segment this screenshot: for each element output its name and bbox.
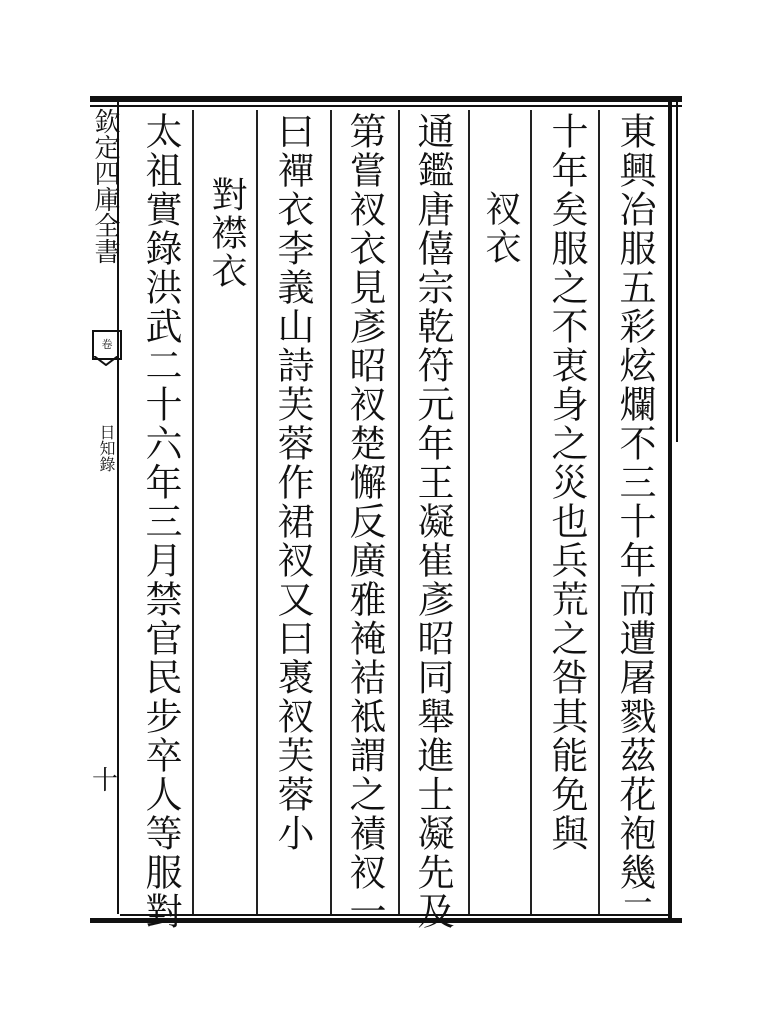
text-column-2: 十年矣服之不衷身之災也兵荒之咎其能免與 (545, 112, 588, 853)
page-number: 十 (91, 766, 118, 796)
text-column-8: 太祖實錄洪武二十六年三月禁官民步卒人等服對 (139, 112, 182, 931)
top-border-thin (90, 105, 682, 107)
column-divider (398, 110, 400, 914)
text-column-1: 東興冶服五彩炫爛不三十年而遭屠戮茲花袍幾二 (613, 112, 656, 931)
work-title: 日知錄 (97, 424, 116, 472)
right-border (668, 102, 672, 922)
text-column-6: 曰襌衣李義山詩芙蓉作裙衩又曰褭衩芙蓉小 (271, 112, 314, 853)
bottom-border-thin (120, 914, 670, 916)
column-divider (256, 110, 258, 914)
column-divider (530, 110, 532, 914)
top-border-thick (90, 96, 682, 102)
text-column-4: 通鑑唐僖宗乾符元年王凝崔彥昭同舉進士凝先及 (411, 112, 454, 931)
right-border-inner (676, 102, 678, 442)
section-heading-chayi: 衩衣 (480, 190, 521, 266)
column-divider (330, 110, 332, 914)
column-divider (468, 110, 470, 914)
text-column-5: 第嘗衩衣見彥昭衩楚懈反廣雅裺袺袛謂之襀衩一 (343, 112, 386, 931)
section-heading-duijinyi: 對襟衣 (206, 176, 247, 290)
column-divider (598, 110, 600, 914)
column-divider (192, 110, 194, 914)
juan-marker: 卷 (92, 330, 122, 360)
fish-tail-mark (94, 356, 118, 366)
book-title: 欽定四庫全書 (90, 108, 120, 264)
